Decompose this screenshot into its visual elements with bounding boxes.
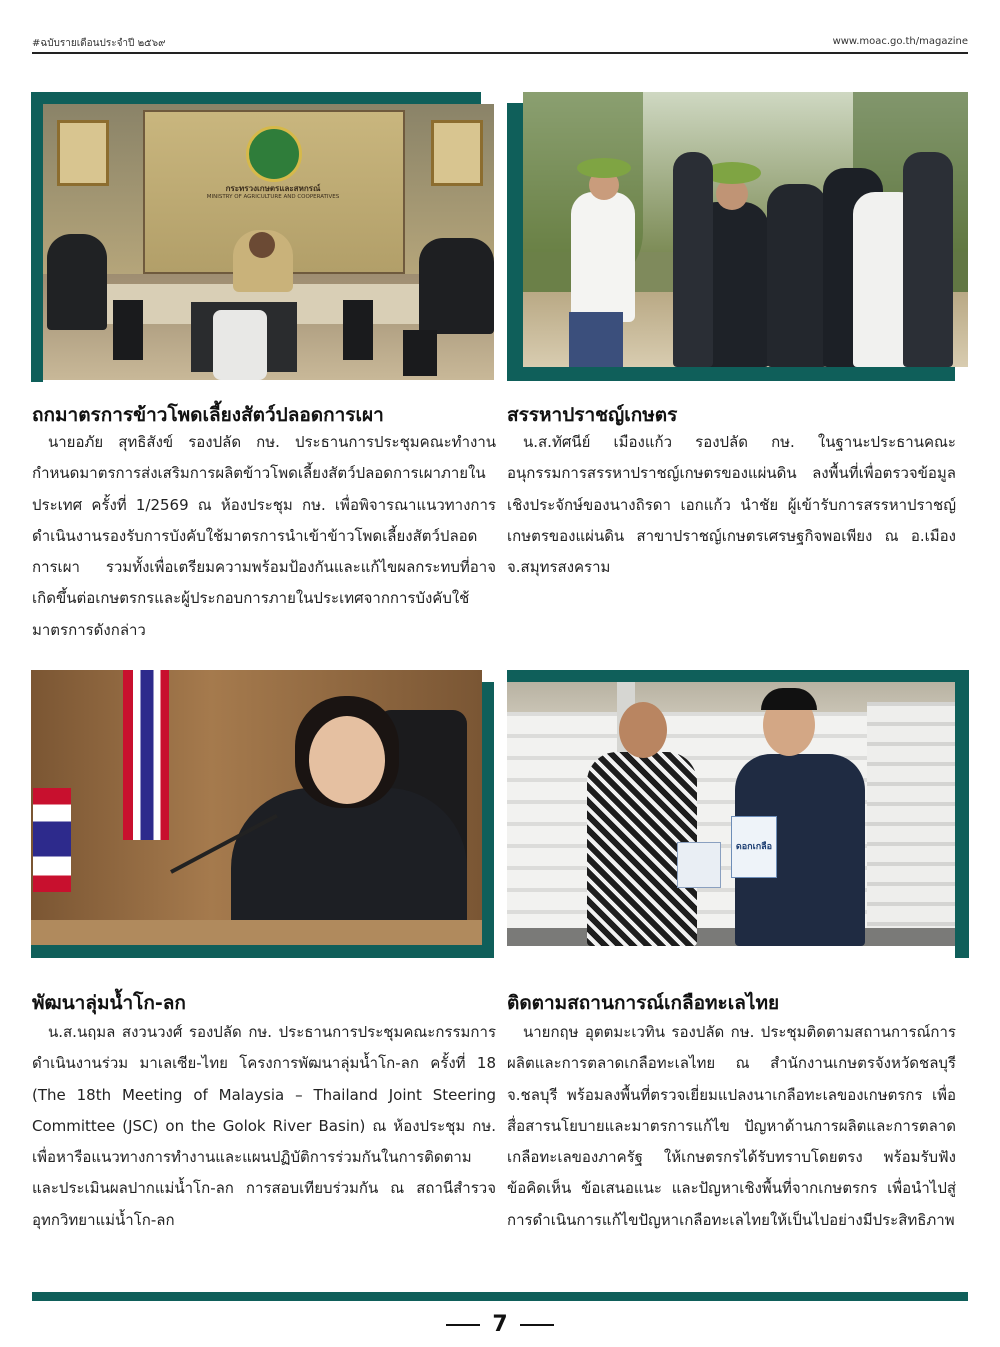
header-divider — [32, 52, 968, 54]
salt-package — [677, 842, 721, 888]
photo-frame-accent — [507, 103, 523, 381]
article-4-headline: ติดตามสถานการณ์เกลือทะเลไทย — [507, 992, 780, 1014]
thai-flag — [123, 670, 169, 840]
speaker-figure — [571, 192, 635, 322]
article-4-body — [507, 1017, 956, 1236]
page-number: 7 — [492, 1312, 508, 1337]
photo-frame-accent — [31, 944, 494, 958]
article-4-paragraph: นายกฤษ อุตตมะเวทิน รองปลัด กษ. ประชุมติดตามสถานการณ์การผลิตและการตลาดเกลือทะเลไทย ณ สำนักงานเกษตรจังหวัดชลบุรี จ.ชลบุรี พร้อมลงพื้นที่ตรวจเยี่ยมแปลงนาเกลือทะเลของเกษตรกร เพื่อสื่อสารนโยบายและมาตรการแก้ไข ปัญหาด้านการผลิตและการตลาดเกลือทะเลของภาครัฐ ให้เกษตรกรได้รับทราบโดยตรง พร้อมรับฟังข้อคิดเห็น ข้อเสนอแนะ และปัญหาเชิงพื้นที่จากเกษตรกร เพื่อนำไปสู่การดำเนินการแก้ไขปัญหาเกลือทะเลไทยให้เป็นไปอย่างมีประสิทธิภาพ — [507, 1023, 956, 1229]
salt-package-label: ดอกเกลือ — [731, 816, 777, 878]
footer-bar — [32, 1292, 968, 1301]
ministry-sign-thai: กระทรวงเกษตรและสหกรณ์ — [225, 184, 321, 193]
article-1-paragraph: นายอภัย สุทธิสังข์ รองปลัด กษ. ประธานการประชุมคณะทำงานกำหนดมาตรการส่งเสริมการผลิตข้าวโพดเลี้ยงสัตว์ปลอดการเผาภายในประเทศ ครั้งที่ 1/2569 ณ ห้องประชุม กษ. เพื่อพิจารณาแนวทางการดำเนินงานรองรับการบังคับใช้มาตรการนำเข้าข้าวโพดเลี้ยงสัตว์ปลอดการเผา รวมทั้งเพื่อเตรียมความพร้อมป้องกันและแก้ไขผลกระทบที่อาจเกิดขึ้นต่อเกษตรกรและผู้ประกอบการภายในประเทศจากการบังคับใช้มาตรการดังกล่าว — [32, 433, 496, 639]
page-number-dash — [520, 1324, 554, 1326]
photo-frame-accent — [31, 92, 481, 104]
photo-frame-accent — [507, 670, 969, 682]
photo-frame-accent — [507, 367, 955, 381]
ministry-sign-english: MINISTRY OF AGRICULTURE AND COOPERATIVES — [206, 194, 340, 200]
article-2-headline: สรรหาปราชญ์เกษตร — [507, 404, 678, 426]
article-1-body — [32, 427, 496, 646]
page-number-dash — [446, 1324, 480, 1326]
ministry-emblem — [246, 126, 302, 182]
portrait-frame — [57, 120, 109, 186]
field-visit-photo — [523, 92, 968, 367]
salt-warehouse-photo — [507, 682, 955, 946]
issue-label: #ฉบับรายเดือนประจำปี ๒๕๖๙ — [32, 38, 166, 49]
article-1-headline: ถกมาตรการข้าวโพดเลี้ยงสัตว์ปลอดการเผา — [32, 404, 384, 426]
photo-frame-accent — [31, 92, 43, 382]
photo-frame-accent — [480, 682, 494, 958]
article-2-body — [507, 427, 956, 583]
portrait-frame — [431, 120, 483, 186]
article-3-headline: พัฒนาลุ่มน้ำโก-ลก — [32, 992, 186, 1014]
article-2-paragraph: น.ส.ทัศนีย์ เมืองแก้ว รองปลัด กษ. ในฐานะประธานคณะอนุกรรมการสรรหาปราชญ์เกษตรของแผ่นดิน ลงพื้นที่เพื่อตรวจข้อมูลเชิงประจักษ์ของนางถิรดา เอกแก้ว นำชัย ผู้เข้ารับการสรรหาปราชญ์เกษตรของแผ่นดิน สาขาปราชญ์เกษตรเศรษฐกิจพอเพียง ณ อ.เมือง จ.สมุทรสงคราม — [507, 433, 956, 577]
photo-frame-accent — [955, 670, 969, 958]
article-3-paragraph: น.ส.นฤมล สงวนวงศ์ รองปลัด กษ. ประธานการประชุมคณะกรรมการดำเนินงานร่วม มาเลเซีย-ไทย โครงการพัฒนาลุ่มน้ำโก-ลก ครั้งที่ 18 (The 18th Meeting of Malaysia – Thailand Joint Steering Committee (JSC) on the Golok River Basin) ณ ห้องประชุม กษ. เพื่อหารือแนวทางการทำงานและแผนปฏิบัติการร่วมกันในการติดตามและประเมินผลปากแม่น้ำโก-ลก การสอบเทียบร่วมกัน ณ สถานีสำรวจอุทกวิทยาแม่น้ำโก-ลก — [32, 1023, 496, 1229]
magazine-url[interactable]: www.moac.go.th/magazine — [832, 36, 968, 47]
article-3-body — [32, 1017, 496, 1236]
meeting-room-photo — [43, 104, 494, 380]
desk-flag — [33, 788, 71, 892]
page-number-area — [0, 1312, 1000, 1337]
golok-meeting-photo — [31, 670, 482, 945]
